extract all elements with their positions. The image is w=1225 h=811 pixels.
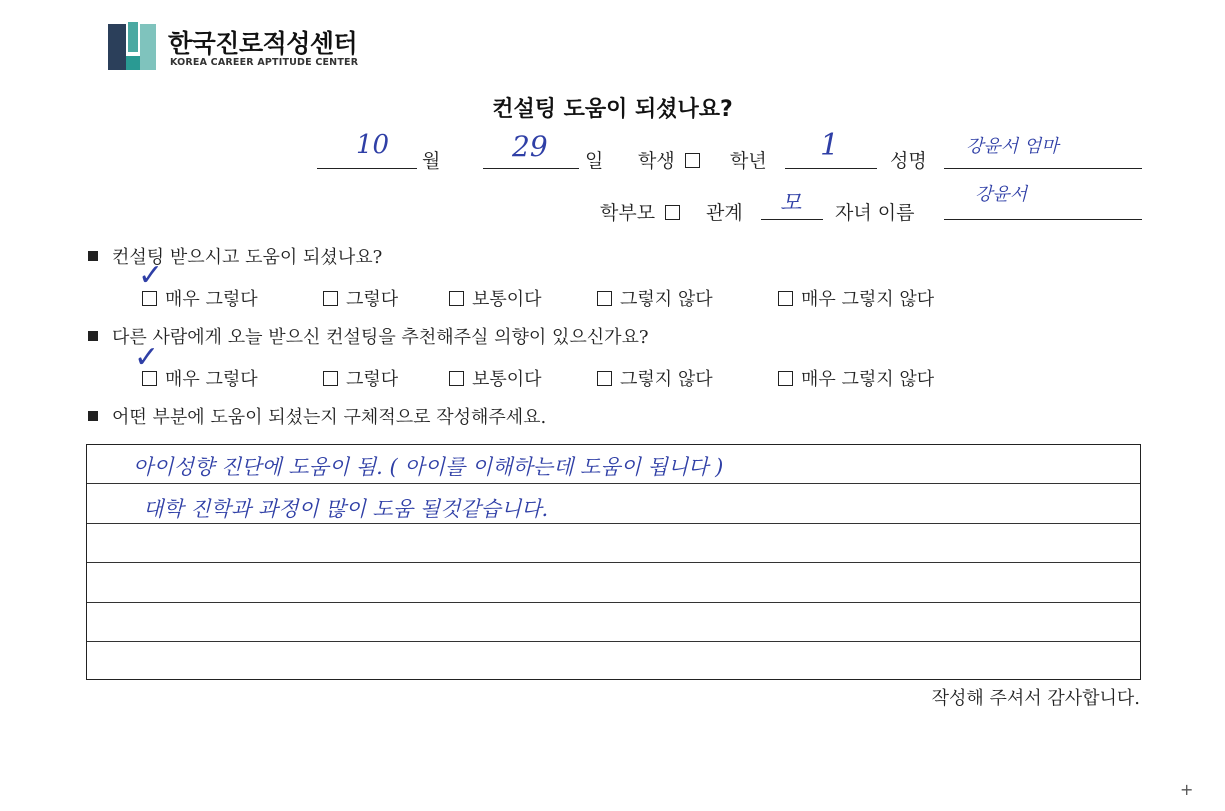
q1-option-3[interactable]: 보통이다 (449, 285, 542, 311)
answer-line-1: 아이성향 진단에 도움이 됨. ( 아이를 이해하는데 도움이 됩니다 ) (133, 455, 724, 479)
q1-option-4[interactable]: 그렇지 않다 (597, 285, 713, 311)
q2-option-4[interactable]: 그렇지 않다 (597, 365, 713, 391)
answer-line-divider (87, 602, 1140, 603)
answer-line-divider (87, 641, 1140, 642)
question-2: 다른 사람에게 오늘 받으신 컨설팅을 추천해주실 의향이 있으신가요? (88, 323, 649, 349)
answer-box[interactable] (86, 444, 1141, 680)
name-value: 강윤서 엄마 (966, 136, 1059, 157)
form-title: 컨설팅 도움이 되셨나요? (492, 97, 733, 122)
day-label: 일 (585, 150, 604, 172)
logo (108, 22, 359, 72)
parent-label: 학부모 (600, 198, 688, 225)
name-label: 성명 (890, 150, 927, 172)
bullet-icon (88, 251, 98, 261)
month-value: 10 (356, 130, 390, 160)
child-name-field[interactable] (944, 219, 1142, 220)
name-field[interactable] (944, 168, 1142, 169)
grade-value: 1 (820, 128, 840, 163)
bullet-icon (88, 411, 98, 421)
bullet-icon (88, 331, 98, 341)
child-name-value: 강윤서 (975, 184, 1028, 205)
relation-label: 관계 (706, 202, 743, 224)
corner-mark: + (1180, 780, 1194, 799)
month-field[interactable] (317, 168, 417, 169)
parent-checkbox[interactable] (665, 205, 680, 220)
open-question: 어떤 부분에 도움이 되셨는지 구체적으로 작성해주세요. (88, 403, 546, 429)
org-name-en: KOREA CAREER APTITUDE CENTER (170, 57, 359, 68)
student-checkbox[interactable] (685, 153, 700, 168)
question-1: 컨설팅 받으시고 도움이 되셨나요? (88, 243, 382, 269)
grade-field[interactable] (785, 168, 877, 169)
org-name: 한국진로적성센터 (168, 29, 358, 58)
answer-line-divider (87, 523, 1140, 524)
day-field[interactable] (483, 168, 579, 169)
q1-option-5[interactable]: 매우 그렇지 않다 (778, 285, 934, 311)
q2-option-1[interactable]: 매우 그렇다 (142, 365, 258, 391)
child-name-label: 자녀 이름 (835, 202, 915, 224)
logo-mark-icon (108, 22, 158, 70)
thanks-text: 작성해 주셔서 감사합니다. (931, 688, 1140, 709)
q2-option-5[interactable]: 매우 그렇지 않다 (778, 365, 934, 391)
relation-field[interactable] (761, 219, 823, 220)
q1-check-icon: ✓ (138, 258, 164, 293)
answer-line-2: 대학 진학과 과정이 많이 도움 될것같습니다. (143, 497, 549, 521)
relation-value: 모 (780, 191, 802, 216)
grade-label: 학년 (730, 150, 767, 172)
q1-option-2[interactable]: 그렇다 (323, 285, 398, 311)
q2-option-3[interactable]: 보통이다 (449, 365, 542, 391)
q2-option-2[interactable]: 그렇다 (323, 365, 398, 391)
q1-option-1[interactable]: 매우 그렇다 (142, 285, 258, 311)
student-label: 학생 (638, 146, 708, 173)
answer-line-divider (87, 562, 1140, 563)
day-value: 29 (512, 130, 548, 163)
month-label: 월 (422, 150, 441, 172)
answer-line-divider (87, 483, 1140, 484)
q2-check-icon: ✓ (134, 340, 160, 375)
